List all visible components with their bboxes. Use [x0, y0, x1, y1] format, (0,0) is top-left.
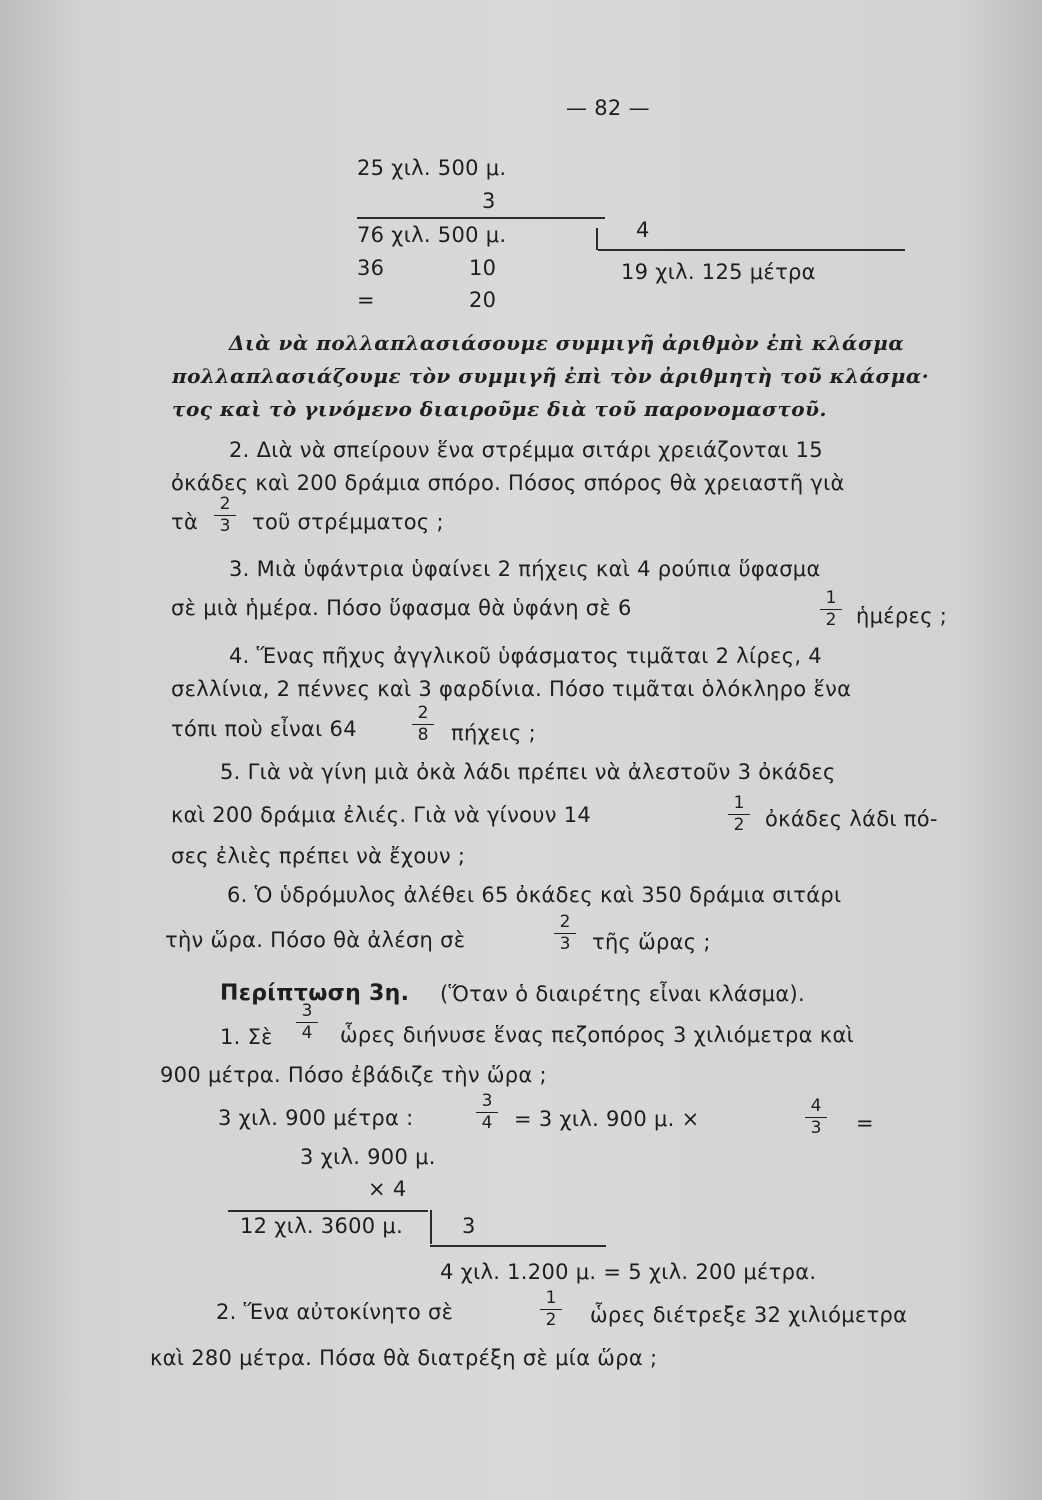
page-number: — 82 —: [566, 96, 650, 120]
p6-line2b: τῆς ὥρας ;: [592, 930, 711, 954]
p4-line3b: πήχεις ;: [451, 721, 537, 745]
p5-line2b: ὀκάδες λάδι πό-: [765, 807, 938, 831]
calc2-divisor-rule: [430, 1245, 606, 1247]
p2-line1: 2. Διὰ νὰ σπείρουν ἕνα στρέμμα σιτάρι χρειάζονται 15: [229, 438, 823, 462]
p2-line2: ὀκάδες καὶ 200 δράμια σπόρο. Πόσος σπόρος θὰ χρειαστῆ γιὰ: [171, 471, 845, 495]
calc2-fraction1-denominator: 4: [481, 1113, 493, 1134]
q2-fraction-denominator: 2: [545, 1310, 557, 1331]
rule-line-2: πολλαπλασιάζουμε τὸν συμμιγῆ ἐπὶ τὸν ἀριθμητὴ τοῦ κλάσμα·: [172, 364, 930, 388]
p4-line1: 4. Ἕνας πῆχυς ἀγγλικοῦ ὑφάσματος τιμᾶται 2 λίρες, 4: [229, 644, 822, 668]
calc1-division-bar: [596, 228, 598, 250]
p4-fraction: [412, 705, 434, 744]
p4-line2: σελλίνια, 2 πέννες καὶ 3 φαρδίνια. Πόσο τιμᾶται ὁλόκληρο ἕνα: [171, 677, 852, 701]
calc1-rem-km: 36: [357, 256, 385, 280]
calc2-line2: 3 χιλ. 900 μ.: [300, 1145, 436, 1169]
case3-subtitle: (Ὅταν ὁ διαιρέτης εἶναι κλάσμα).: [440, 982, 805, 1006]
calc1-quotient: 19 χιλ. 125 μέτρα: [621, 260, 816, 284]
p3-line2a: σὲ μιὰ ἡμέρα. Πόσο ὕφασμα θὰ ὑφάνη σὲ 6: [171, 596, 632, 620]
calc2-divisor: 3: [462, 1214, 476, 1238]
calc1-rem-eq: =: [357, 288, 375, 312]
case3-title: Περίπτωση 3η.: [220, 981, 410, 1006]
q2-line1b: ὧρες διέτρεξε 32 χιλιόμετρα: [590, 1303, 908, 1327]
p3-fraction: [820, 590, 842, 629]
calc1-multiplier: 3: [482, 189, 496, 213]
p3-fraction-denominator: 2: [825, 610, 837, 631]
calc1-rem-m2: 20: [469, 288, 497, 312]
p3-fraction-numerator: 1: [825, 588, 837, 608]
p2-line3a: τὰ: [171, 510, 199, 534]
q2-fraction-numerator: 1: [545, 1288, 557, 1308]
p2-fraction: [214, 496, 236, 535]
p3-line1: 3. Μιὰ ὑφάντρια ὑφαίνει 2 πήχεις καὶ 4 ρούπια ὕφασμα: [229, 557, 821, 581]
p2-fraction-denominator: 3: [219, 516, 231, 537]
calc2-a: 3 χιλ. 900 μέτρα :: [218, 1106, 414, 1130]
p5-fraction-denominator: 2: [733, 815, 745, 836]
calc2-result: 4 χιλ. 1.200 μ. = 5 χιλ. 200 μέτρα.: [440, 1260, 817, 1284]
p4-fraction-numerator: 2: [417, 703, 429, 723]
calc2-product: 12 χιλ. 3600 μ.: [240, 1214, 404, 1238]
p4-line3a: τόπι ποὺ εἶναι 64: [171, 717, 357, 741]
calc2-b: = 3 χιλ. 900 μ. ×: [514, 1107, 700, 1131]
q1-fraction: [296, 1003, 318, 1042]
calc2-fraction2-numerator: 4: [810, 1096, 822, 1116]
q1-line1b: ὧρες διήνυσε ἕνας πεζοπόρος 3 χιλιόμετρα καὶ: [340, 1023, 854, 1047]
q2-line2: καὶ 280 μέτρα. Πόσα θὰ διατρέξη σὲ μία ὥρα ;: [150, 1346, 658, 1370]
p5-line1: 5. Γιὰ νὰ γίνη μιὰ ὀκὰ λάδι πρέπει νὰ ἀλεστοῦν 3 ὀκάδες: [220, 760, 836, 784]
calc2-fraction1-numerator: 3: [481, 1091, 493, 1111]
calc2-fraction2-denominator: 3: [810, 1118, 822, 1139]
calc2-division-bar: [430, 1210, 432, 1244]
calc1-product: 76 χιλ. 500 μ.: [357, 223, 507, 247]
q1-fraction-denominator: 4: [301, 1023, 313, 1044]
rule-line-1: Διὰ νὰ πολλαπλασιάσουμε συμμιγῆ ἀριθμὸν ἐπὶ κλάσμα: [229, 331, 905, 355]
calc2-product-rule: [228, 1210, 428, 1212]
calc2-fraction1: [476, 1093, 498, 1132]
p6-line2a: τὴν ὥρα. Πόσο θὰ ἀλέση σὲ: [165, 928, 466, 952]
p2-fraction-numerator: 2: [219, 494, 231, 514]
p4-fraction-denominator: 8: [417, 725, 429, 746]
calc2-line3: × 4: [368, 1177, 407, 1201]
calc1-divisor-rule: [598, 249, 905, 251]
p5-line3: σες ἐλιὲς πρέπει νὰ ἔχουν ;: [171, 844, 466, 868]
rule-line-3: τος καὶ τὸ γινόμενο διαιροῦμε διὰ τοῦ παρονομαστοῦ.: [172, 397, 827, 421]
calc1-divisor: 4: [636, 218, 650, 242]
q1-line1a: 1. Σὲ: [220, 1025, 273, 1049]
q1-fraction-numerator: 3: [301, 1001, 313, 1021]
q2-line1a: 2. Ἕνα αὐτοκίνητο σὲ: [216, 1300, 454, 1324]
p6-fraction-numerator: 2: [559, 912, 571, 932]
p6-fraction: [554, 914, 576, 953]
calc2-fraction2: [805, 1098, 827, 1137]
calc1-rem-m1: 10: [469, 256, 497, 280]
p2-line3b: τοῦ στρέμματος ;: [252, 510, 444, 534]
p3-line2b: ἡμέρες ;: [856, 604, 948, 628]
calc1-line1: 25 χιλ. 500 μ.: [357, 156, 507, 180]
q1-line2: 900 μέτρα. Πόσο ἐβάδιζε τὴν ὥρα ;: [160, 1063, 547, 1087]
q2-fraction: [540, 1290, 562, 1329]
p6-line1: 6. Ὁ ὑδρόμυλος ἀλέθει 65 ὀκάδες καὶ 350 δράμια σιτάρι: [227, 883, 842, 907]
calc2-c: =: [856, 1111, 874, 1135]
p5-line2a: καὶ 200 δράμια ἐλιές. Γιὰ νὰ γίνουν 14: [171, 803, 592, 827]
p6-fraction-denominator: 3: [559, 934, 571, 955]
calc1-product-rule: [357, 217, 605, 219]
p5-fraction: [728, 795, 750, 834]
p5-fraction-numerator: 1: [733, 793, 745, 813]
